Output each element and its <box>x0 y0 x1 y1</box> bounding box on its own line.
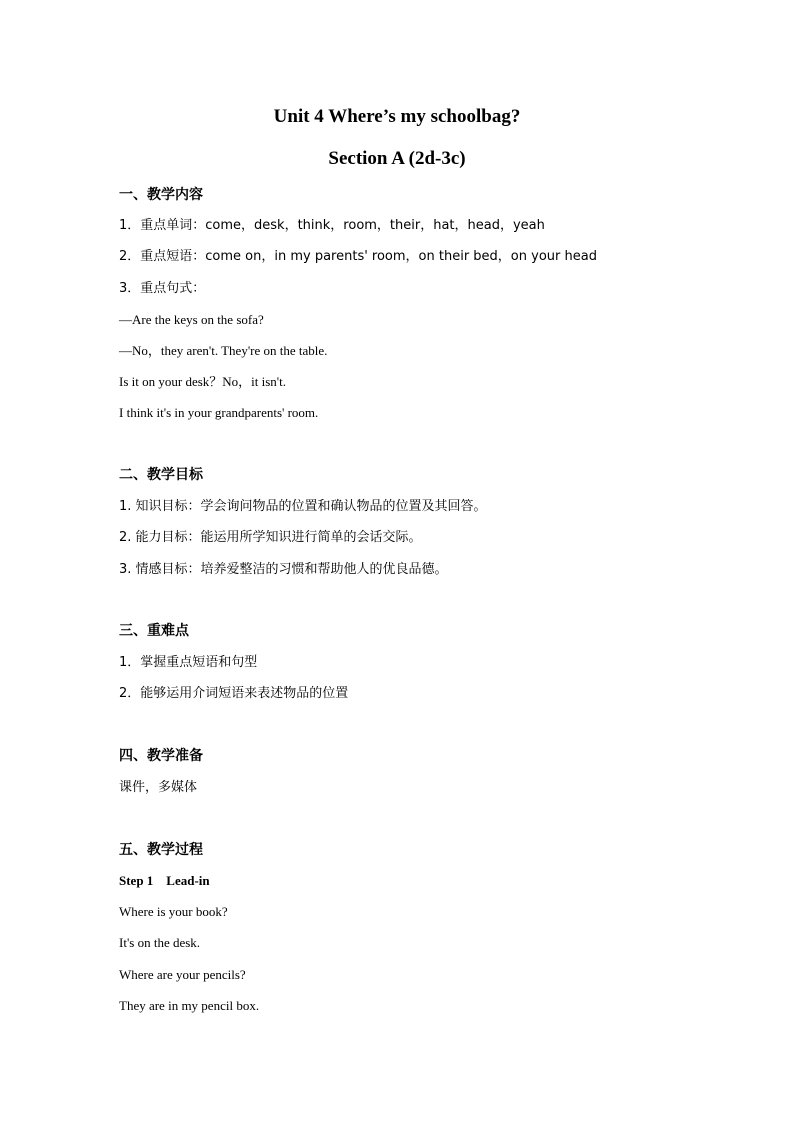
section-heading-preparation: 四、教学准备 <box>119 748 203 764</box>
preparation-text: 课件，多媒体 <box>119 780 198 795</box>
dialogue-line: Where is your book? <box>119 904 228 919</box>
goal-line: 3. 情感目标：培养爱整洁的习惯和帮助他人的优良品德。 <box>119 562 448 577</box>
section-heading-keypoints: 三、重难点 <box>119 623 189 639</box>
section-heading-goals: 二、教学目标 <box>119 467 203 483</box>
sentence-line: —No，they aren't. They're on the table. <box>119 343 328 358</box>
document-title: Unit 4 Where’s my schoolbag? <box>273 106 521 127</box>
document-subtitle: Section A (2d-3c) <box>328 148 466 169</box>
sentence-line: Is it on your desk？No，it isn't. <box>119 374 287 389</box>
dialogue-line: Where are your pencils? <box>119 967 246 982</box>
step-1-heading: Step 1 Lead-in <box>119 873 210 888</box>
keypoint-line: 1．掌握重点短语和句型 <box>119 655 258 670</box>
key-words-line: 1．重点单词：come，desk，think，room，their，hat，head，yeah <box>119 218 545 233</box>
dialogue-line: They are in my pencil box. <box>119 998 260 1013</box>
key-sentences-label: 3．重点句式： <box>119 281 206 296</box>
key-phrases-line: 2．重点短语：come on，in my parents' room，on their bed，on your head <box>119 249 597 264</box>
sentence-line: I think it's in your grandparents' room. <box>119 405 319 420</box>
sentence-line: —Are the keys on the sofa? <box>119 312 264 327</box>
keypoint-line: 2．能够运用介词短语来表述物品的位置 <box>119 686 349 701</box>
goal-line: 2. 能力目标：能运用所学知识进行简单的会话交际。 <box>119 530 422 545</box>
section-heading-content: 一、教学内容 <box>119 187 203 203</box>
section-heading-process: 五、教学过程 <box>119 842 203 858</box>
dialogue-line: It's on the desk. <box>119 935 201 950</box>
goal-line: 1. 知识目标：学会询问物品的位置和确认物品的位置及其回答。 <box>119 499 487 514</box>
